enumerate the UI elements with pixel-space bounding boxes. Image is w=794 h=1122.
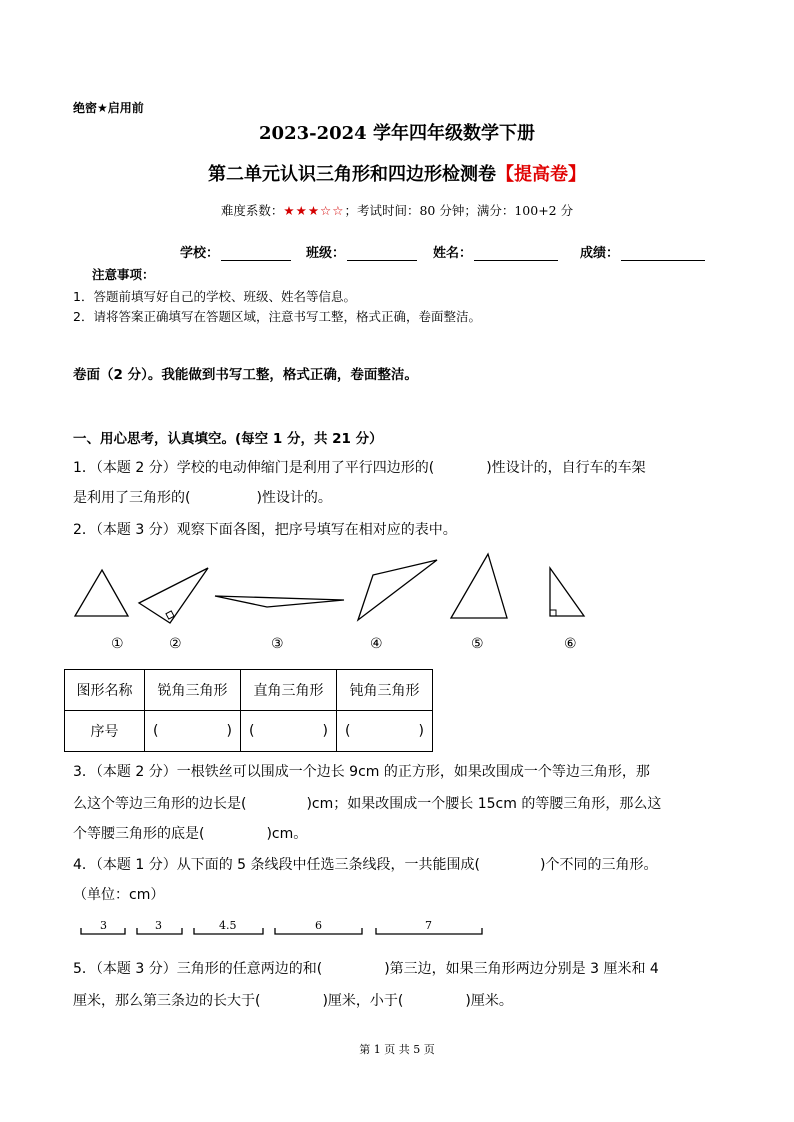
obtuse-answer-cell[interactable] <box>337 711 433 752</box>
score-field <box>580 242 705 261</box>
difficulty-label: 难度系数： <box>220 203 284 218</box>
q3-text-b1: 么这个等边三角形的边长是( <box>73 796 247 812</box>
section1-heading: 一、用心思考，认真填空。(每空 1 分，共 21 分） <box>73 431 383 447</box>
question-4-line2: （单位：cm） <box>73 887 165 903</box>
question-3-line2 <box>73 793 661 813</box>
school-blank[interactable] <box>221 246 291 261</box>
star-empty-icons: ☆☆ <box>320 203 345 218</box>
segment-label: 3 <box>100 919 107 932</box>
segment-label: 7 <box>425 919 432 932</box>
right-angle-mark-6 <box>550 610 556 616</box>
class-field <box>306 242 417 261</box>
name-blank[interactable] <box>474 246 558 261</box>
segment-label: 3 <box>155 919 162 932</box>
notes-heading: 注意事项： <box>92 267 155 282</box>
question-2: 2．（本题 3 分）观察下面各图，把序号填写在相对应的表中。 <box>73 522 457 538</box>
subtitle-main: 第二单元认识三角形和四边形检测卷 <box>208 164 496 185</box>
table-header: 直角三角形 <box>241 670 337 711</box>
classification-table <box>64 669 433 752</box>
shape-label-2: ② <box>169 636 182 652</box>
paren-open: ( <box>153 723 159 739</box>
exam-subtitle <box>0 160 794 186</box>
paren-open: ( <box>345 723 351 739</box>
table-row <box>65 711 433 752</box>
shape-label-3: ③ <box>271 636 284 652</box>
school-label: 学校： <box>180 246 220 261</box>
page-footer: 第 1 页 共 5 页 <box>359 1043 435 1056</box>
paren-close: ) <box>418 723 424 739</box>
name-field <box>433 242 558 261</box>
triangle-figures <box>60 548 620 658</box>
question-3-line1: 3．（本题 2 分）一根铁丝可以围成一个边长 9cm 的正方形，如果改围成一个等边三角形，那 <box>73 764 650 780</box>
exam-meta <box>0 201 794 219</box>
question-1-line2 <box>73 487 332 507</box>
exam-title: 2023-2024 学年四年级数学下册 <box>259 123 535 144</box>
triangle-5-acute <box>451 554 507 618</box>
score-blank[interactable] <box>621 246 705 261</box>
shape-label-1: ① <box>111 636 124 652</box>
q3-text-c2: )cm。 <box>266 826 308 842</box>
note-item: 1．答题前填写好自己的学校、班级、姓名等信息。 <box>73 289 356 304</box>
paren-close: ) <box>226 723 232 739</box>
note-item: 2．请将答案正确填写在答题区域，注意书写工整，格式正确，卷面整洁。 <box>73 309 481 324</box>
right-answer-cell[interactable] <box>241 711 337 752</box>
segment-label: 6 <box>315 919 322 932</box>
q1-text-a: 1．（本题 2 分）学校的电动伸缩门是利用了平行四边形的( <box>73 460 435 476</box>
confidential-mark: 绝密★启用前 <box>73 101 144 115</box>
table-header: 锐角三角形 <box>145 670 241 711</box>
q4-text-a2: )个不同的三角形。 <box>539 857 658 873</box>
q1-text-c: 是利用了三角形的( <box>73 490 191 506</box>
neatness-statement: 卷面（2 分）。我能做到书写工整，格式正确，卷面整洁。 <box>73 367 418 383</box>
star-filled-icons: ★★★ <box>283 203 321 218</box>
q5-text-a1: 5．（本题 3 分）三角形的任意两边的和( <box>73 961 323 977</box>
difficulty-stars <box>283 203 344 218</box>
name-label: 姓名： <box>433 246 473 261</box>
table-row-label: 序号 <box>65 711 145 752</box>
q4-text-a1: 4．（本题 1 分）从下面的 5 条线段中任选三条线段，一共能围成( <box>73 857 480 873</box>
q1-text-d: )性设计的。 <box>256 490 332 506</box>
table-header-row <box>65 670 433 711</box>
acute-answer-cell[interactable] <box>145 711 241 752</box>
shape-label-6: ⑥ <box>564 636 577 652</box>
q1-text-b: )性设计的，自行车的车架 <box>486 460 646 476</box>
triangle-6-right <box>550 568 584 616</box>
q5-text-b1: 厘米，那么第三条边的长大于( <box>73 993 261 1009</box>
school-field <box>180 242 291 261</box>
triangle-1-acute <box>75 570 128 616</box>
q5-text-b2: )厘米，小于( <box>322 993 404 1009</box>
question-5-line2 <box>73 990 513 1010</box>
table-header: 钝角三角形 <box>337 670 433 711</box>
class-label: 班级： <box>306 246 346 261</box>
shape-label-5: ⑤ <box>471 636 484 652</box>
q5-text-b3: )厘米。 <box>465 993 513 1009</box>
q3-text-c1: 个等腰三角形的底是( <box>73 826 205 842</box>
question-3-line3 <box>73 823 307 843</box>
triangle-4-obtuse <box>358 560 437 620</box>
subtitle-tag: 【提高卷】 <box>496 164 586 185</box>
question-4-line1 <box>73 854 657 874</box>
table-header: 图形名称 <box>65 670 145 711</box>
score-label: 成绩： <box>580 246 620 261</box>
question-1-line1 <box>73 457 646 477</box>
exam-time-score: ；考试时间：80 分钟；满分：100+2 分 <box>344 203 574 218</box>
segment-label: 4.5 <box>219 919 237 932</box>
q3-text-b2: )cm；如果改围成一个腰长 15cm 的等腰三角形，那么这 <box>306 796 662 812</box>
shape-label-4: ④ <box>370 636 383 652</box>
q5-text-a2: )第三边，如果三角形两边分别是 3 厘米和 4 <box>384 961 659 977</box>
class-blank[interactable] <box>347 246 417 261</box>
paren-close: ) <box>322 723 328 739</box>
paren-open: ( <box>249 723 255 739</box>
triangle-3-obtuse <box>215 596 344 607</box>
question-5-line1 <box>73 958 659 978</box>
